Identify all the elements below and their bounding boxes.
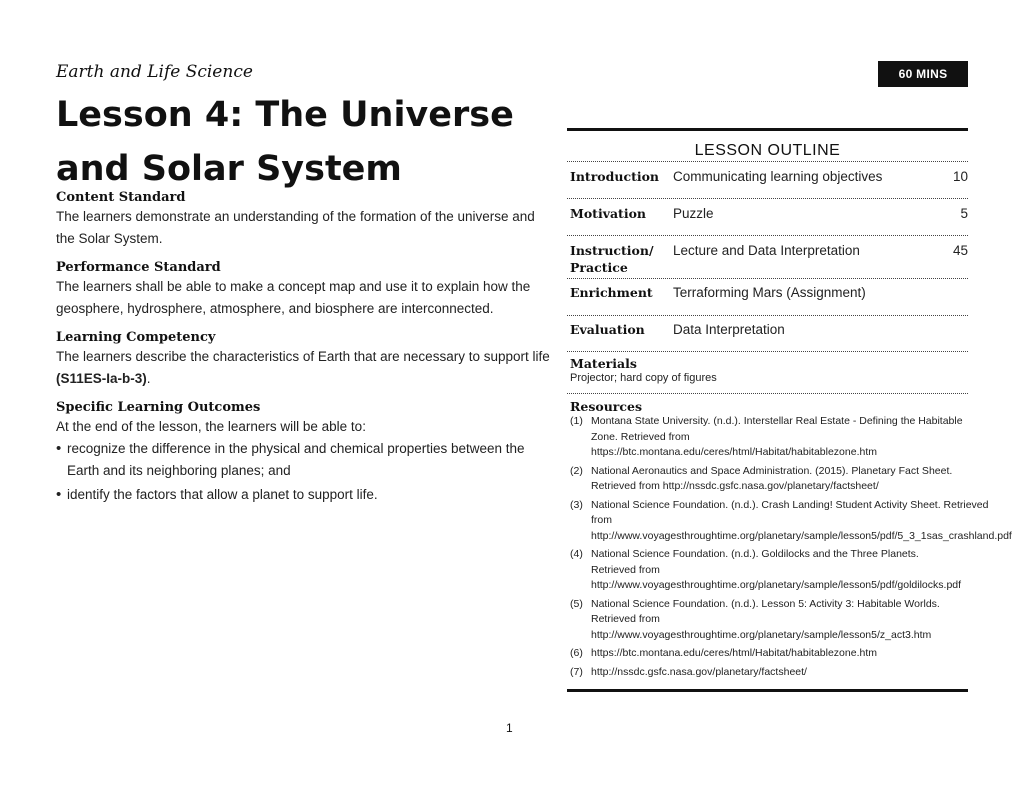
learning-competency-text: [56, 346, 556, 390]
resource-number: (4): [570, 548, 583, 560]
outline-activity: Communicating learning objectives: [673, 169, 883, 184]
list-item: [570, 547, 965, 594]
outline-row: [567, 162, 968, 198]
competency-code: (S11ES-Ia-b-3): [56, 371, 147, 386]
list-item: • identify the factors that allow a planet to support life.: [56, 484, 556, 506]
outline-activity: Data Interpretation: [673, 322, 785, 337]
outline-phase: Introduction: [570, 169, 660, 184]
list-item: [570, 464, 965, 495]
list-item: [570, 597, 965, 644]
performance-standard-section: [56, 259, 556, 320]
learning-outcomes-list: [56, 438, 556, 506]
resource-text: https://btc.montana.edu/ceres/html/Habitat/habitablezone.htm: [591, 647, 877, 659]
resource-text: National Science Foundation. (n.d.). Crash Landing! Student Activity Sheet. Retrieved from http://www.voyagesthroughtime.org/planetary/sample/lesson5/pdf/5_3_1sas_crashland.pdf: [591, 498, 1012, 542]
resources-heading: Resources: [570, 399, 642, 414]
resource-number: (6): [570, 647, 583, 659]
outline-phase: Instruction/ Practice: [570, 243, 654, 275]
outline-row: [567, 236, 968, 278]
materials-heading: Materials: [570, 356, 637, 371]
content-standard-heading: Content Standard: [56, 190, 186, 205]
materials-text: Projector; hard copy of figures: [570, 372, 717, 384]
resource-number: (1): [570, 415, 583, 427]
learning-competency-section: [56, 329, 556, 390]
outline-row: [567, 279, 968, 315]
resources-list: [570, 414, 1012, 680]
outline-phase: Motivation: [570, 206, 647, 221]
duration-badge: 60 MINS: [878, 61, 968, 87]
resource-number: (7): [570, 665, 583, 678]
list-item: [570, 498, 1012, 545]
resource-number: (3): [570, 498, 583, 511]
learning-outcomes-intro: At the end of the lesson, the learners will be able to:: [56, 419, 366, 434]
content-standard-section: [56, 189, 556, 250]
resource-number: (2): [570, 464, 583, 477]
resources-section: [567, 394, 1012, 689]
resource-text: National Aeronautics and Space Administration. (2015). Planetary Fact Sheet. Retrieved from http://nssdc.gsfc.nasa.gov/planetary/factsheet/: [591, 464, 953, 492]
competency-text: The learners describe the characteristics of Earth that are necessary to support life: [56, 349, 550, 364]
page-number: 1: [506, 721, 513, 735]
outline-title: LESSON OUTLINE: [694, 142, 841, 159]
divider: [567, 689, 968, 692]
lesson-outline-panel: [567, 128, 1012, 692]
outline-row: [567, 316, 968, 351]
outline-activity: Puzzle: [673, 206, 714, 221]
competency-end: .: [146, 371, 151, 386]
resource-text: Montana State University. (n.d.). Interstellar Real Estate - Defining the Habitable Zone. Retrieved from https://btc.montana.edu/ceres/html/Habitat/habitablezone.htm: [591, 415, 963, 458]
learning-outcomes-heading: Specific Learning Outcomes: [56, 400, 261, 415]
content-standard-text: The learners demonstrate an understanding of the formation of the universe and the Solar System.: [56, 209, 535, 246]
resource-text: http://nssdc.gsfc.nasa.gov/planetary/factsheet/: [591, 665, 807, 678]
outline-row: [567, 199, 968, 235]
resource-text: National Science Foundation. (n.d.). Goldilocks and the Three Planets. Retrieved from http://www.voyagesthroughtime.org/planetary/sample/lesson5/pdf/goldilocks.pdf: [591, 548, 962, 591]
learning-competency-heading: Learning Competency: [56, 330, 216, 345]
list-item: • recognize the difference in the physical and chemical properties between the Earth and its neighboring planes; and: [56, 438, 556, 482]
outline-phase: Enrichment: [570, 285, 653, 300]
outline-phase: Evaluation: [570, 322, 645, 337]
outline-activity: Lecture and Data Interpretation: [673, 243, 860, 258]
list-item: [570, 646, 965, 662]
outline-minutes: 5: [960, 206, 968, 221]
learning-outcomes-section: [56, 399, 556, 506]
outline-minutes: 45: [952, 243, 968, 258]
performance-standard-text: The learners shall be able to make a concept map and use it to explain how the geosphere, hydrosphere, atmosphere, and biosphere are interconnected.: [56, 279, 531, 316]
outline-minutes: 10: [952, 169, 968, 184]
outline-activity: Terraforming Mars (Assignment): [673, 285, 866, 300]
subject-label: Earth and Life Science: [56, 62, 253, 82]
performance-standard-heading: Performance Standard: [56, 260, 221, 275]
resource-text: National Science Foundation. (n.d.). Lesson 5: Activity 3: Habitable Worlds. Retrieved from http://www.voyagesthroughtime.org/planetary/sample/lesson5/z_act3.htm: [591, 597, 940, 641]
lesson-title: Lesson 4: The Universe and Solar System: [56, 95, 514, 189]
list-item: [570, 414, 965, 461]
list-item: [570, 665, 965, 681]
resource-number: (5): [570, 597, 583, 610]
materials-section: [567, 352, 968, 393]
lesson-standards: [56, 189, 556, 515]
